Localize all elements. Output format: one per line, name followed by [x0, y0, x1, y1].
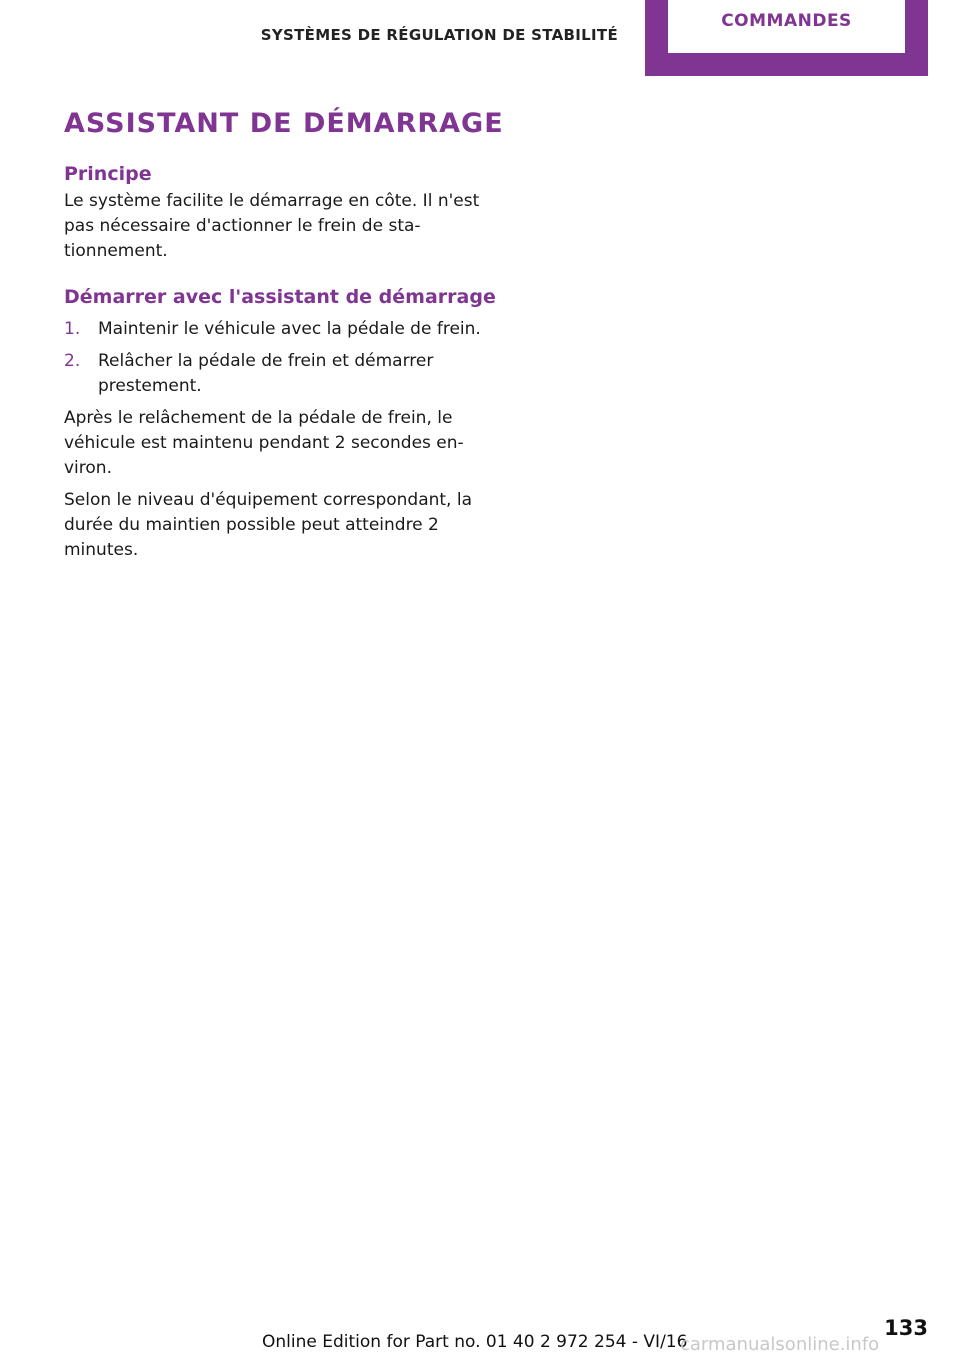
chapter-tab-inner — [668, 0, 905, 53]
step-text: Maintenir le véhicule avec la pédale de frein. — [98, 319, 481, 339]
list-item — [64, 349, 484, 399]
page-number: 133 — [884, 1316, 928, 1340]
page-title: ASSISTANT DE DÉMARRAGE — [64, 108, 504, 139]
step-number: 2. — [64, 351, 81, 371]
body-paragraph: Selon le niveau d'équipement correspondant, la durée du maintien possible peut atteindre 2 minutes. — [64, 490, 473, 560]
chapter-tab-label: COMMANDES — [721, 10, 852, 31]
principle-text: Le système facilite le démarrage en côte. Il n'est pas nécessaire d'actionner le frein de stationnement. — [64, 191, 480, 261]
principle-heading: Principe — [64, 163, 152, 185]
header-section-title: SYSTÈMES DE RÉGULATION DE STABILITÉ — [260, 26, 618, 44]
list-item — [64, 317, 484, 342]
watermark: carmanualsonline.info — [680, 1334, 880, 1355]
body-paragraph: Après le relâchement de la pédale de frein, le véhicule est maintenu pendant 2 secondes environ. — [64, 408, 464, 478]
step-text: Relâcher la pédale de frein et démarrer prestement. — [98, 351, 434, 396]
start-heading: Démarrer avec l'assistant de démarrage — [64, 286, 496, 308]
step-number: 1. — [64, 319, 81, 339]
chapter-tab — [645, 0, 928, 76]
steps-list — [64, 317, 484, 399]
main-content — [64, 108, 504, 563]
footer-edition: Online Edition for Part no. 01 40 2 972 254 - VI/16 — [262, 1332, 688, 1352]
